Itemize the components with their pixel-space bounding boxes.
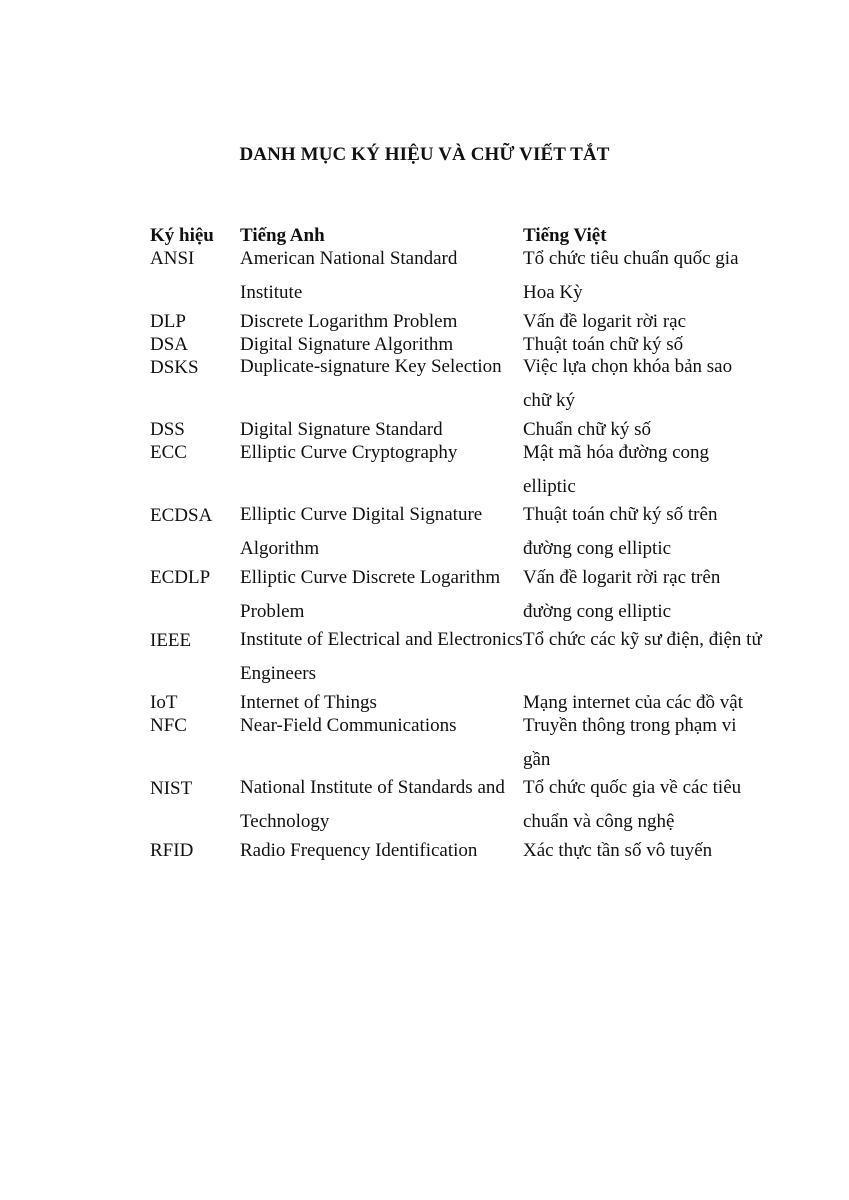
vietnamese-cell: Thuật toán chữ ký số	[523, 333, 684, 355]
english-cell: Discrete Logarithm Problem	[240, 310, 458, 332]
table-body	[150, 247, 763, 862]
table-row	[150, 504, 763, 567]
symbol-cell: ECDSA	[150, 504, 213, 526]
table-row	[150, 247, 763, 310]
vietnamese-cell: Truyền thông trong phạm vi gần	[523, 714, 737, 770]
table-row	[150, 310, 763, 333]
symbol-cell: ANSI	[150, 248, 195, 269]
symbol-cell: DSKS	[150, 356, 199, 378]
vietnamese-cell: Tổ chức quốc gia về các tiêu chuẩn và công nghệ	[523, 777, 742, 832]
symbol-cell: DSA	[150, 333, 189, 355]
vietnamese-cell: Tổ chức các kỹ sư điện, điện tử	[523, 629, 762, 650]
table-row	[150, 566, 763, 629]
symbol-cell: IEEE	[150, 629, 192, 651]
symbol-cell: DSS	[150, 419, 185, 440]
table-row	[150, 839, 763, 862]
symbol-cell: NFC	[150, 715, 187, 736]
vietnamese-cell: Vấn đề logarit rời rạc	[523, 310, 687, 332]
english-cell: Radio Frequency Identification	[240, 840, 478, 861]
english-cell: Digital Signature Standard	[240, 419, 443, 440]
vietnamese-cell: Thuật toán chữ ký số trên đường cong elliptic	[523, 504, 718, 559]
symbol-cell: ECDLP	[150, 567, 211, 588]
page-title: DANH MỤC KÝ HIỆU VÀ CHỮ VIẾT TẮT	[239, 144, 610, 165]
vietnamese-cell: Chuẩn chữ ký số	[523, 419, 651, 440]
symbol-cell: DLP	[150, 310, 186, 332]
english-cell: Internet of Things	[240, 692, 377, 713]
vietnamese-cell: Tổ chức tiêu chuẩn quốc gia Hoa Kỳ	[523, 247, 739, 303]
symbol-cell: NIST	[150, 777, 193, 799]
english-cell: Digital Signature Algorithm	[240, 333, 454, 355]
english-cell: Near-Field Communications	[240, 715, 457, 736]
header-english: Tiếng Anh	[240, 225, 325, 246]
table-row	[150, 356, 763, 419]
symbol-cell: IoT	[150, 692, 178, 713]
symbol-cell: RFID	[150, 840, 194, 861]
english-cell: National Institute of Standards and Technology	[240, 777, 505, 832]
table-row	[150, 441, 763, 504]
symbol-cell: ECC	[150, 442, 187, 463]
english-cell: American National Standard Institute	[240, 247, 458, 303]
abbreviation-table	[150, 224, 763, 862]
table-row	[150, 714, 763, 777]
vietnamese-cell: Việc lựa chọn khóa bản sao chữ ký	[523, 356, 733, 411]
vietnamese-cell: Vấn đề logarit rời rạc trên đường cong elliptic	[523, 566, 721, 622]
table-row	[150, 629, 763, 692]
vietnamese-cell: Xác thực tần số vô tuyến	[523, 840, 713, 861]
header-vietnamese: Tiếng Việt	[523, 225, 607, 246]
english-cell: Duplicate-signature Key Selection	[240, 356, 502, 377]
english-cell: Elliptic Curve Discrete Logarithm Problem	[240, 566, 501, 622]
english-cell: Elliptic Curve Digital Signature Algorithm	[240, 504, 483, 559]
table-row	[150, 777, 763, 840]
english-cell: Elliptic Curve Cryptography	[240, 441, 458, 463]
vietnamese-cell: Mật mã hóa đường cong elliptic	[523, 441, 710, 497]
english-cell: Institute of Electrical and Electronics Engineers	[240, 629, 523, 684]
header-symbol: Ký hiệu	[150, 225, 214, 246]
vietnamese-cell: Mạng internet của các đồ vật	[523, 692, 743, 713]
